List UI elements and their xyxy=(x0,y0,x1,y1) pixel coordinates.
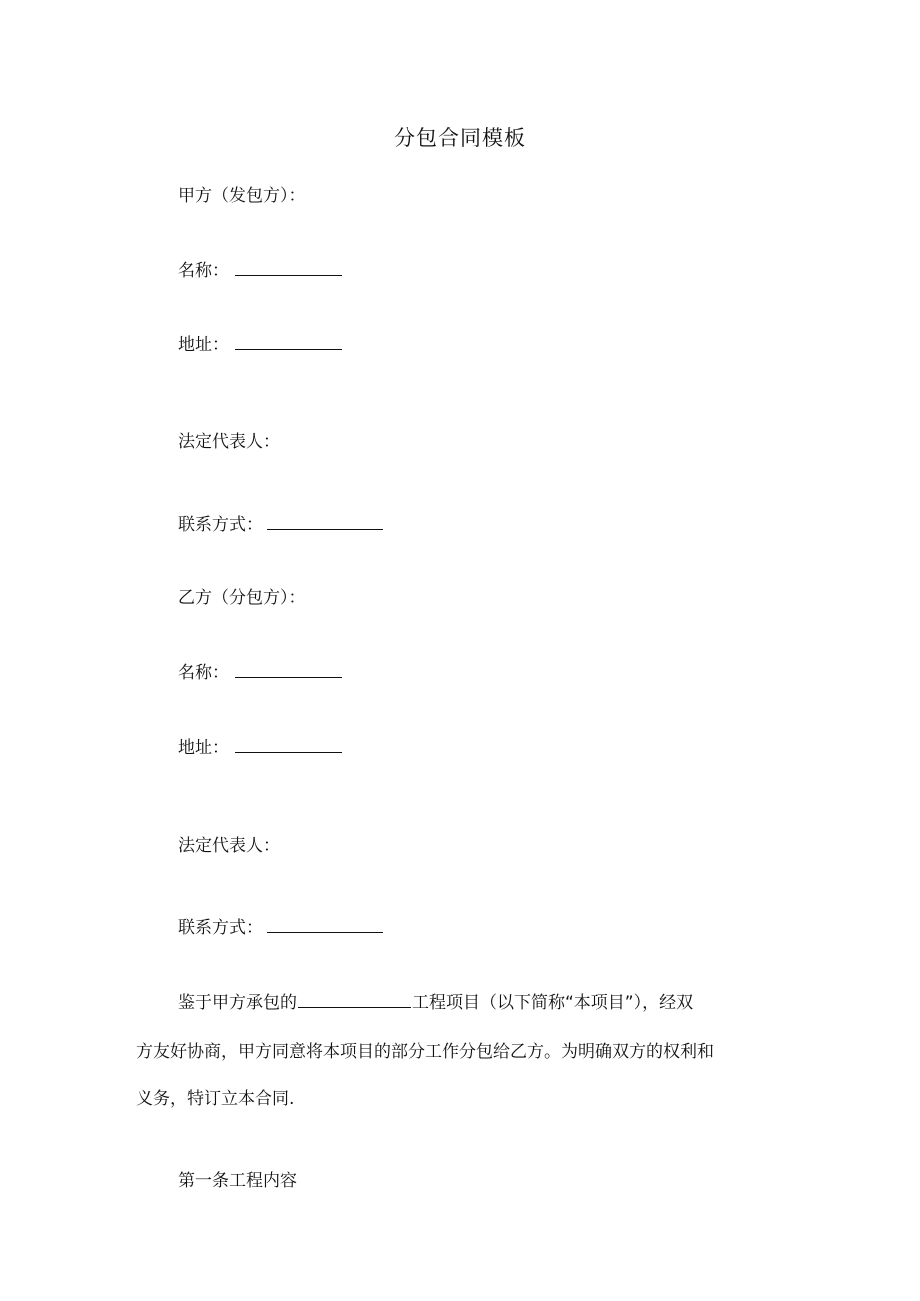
party-b-name-label: 名称： xyxy=(178,663,229,683)
party-a-name-blank xyxy=(235,258,342,276)
party-b-address-line xyxy=(178,735,342,760)
party-b-name-line xyxy=(178,660,342,685)
party-a-heading: 甲方（发包方）： xyxy=(178,186,306,206)
party-a-legal-rep-label: 法定代表人： xyxy=(178,432,280,452)
party-b-contact-line xyxy=(178,915,383,940)
party-b-name-blank xyxy=(235,660,342,678)
party-b-address-blank xyxy=(235,735,342,753)
party-b-contact-label: 联系方式： xyxy=(178,918,263,938)
party-b-legal-rep-label: 法定代表人： xyxy=(178,836,280,856)
party-b-heading: 乙方（分包方）： xyxy=(178,588,306,608)
party-a-address-line xyxy=(178,332,342,357)
party-a-address-label: 地址： xyxy=(178,335,229,355)
preamble-line-3: 义务，特订立本合同. xyxy=(136,1089,295,1109)
party-b-address-label: 地址： xyxy=(178,738,229,758)
project-name-blank xyxy=(298,990,411,1008)
preamble-line-1 xyxy=(136,990,776,1015)
party-a-address-blank xyxy=(235,332,342,350)
party-a-contact-blank xyxy=(267,512,383,530)
article-1-heading: 第一条工程内容 xyxy=(178,1171,297,1191)
party-a-name-line xyxy=(178,258,342,283)
party-a-contact-label: 联系方式： xyxy=(178,515,263,535)
party-a-contact-line xyxy=(178,512,383,537)
preamble-line-2: 方友好协商，甲方同意将本项目的部分工作分包给乙方。为明确双方的权利和 xyxy=(136,1042,714,1062)
preamble-text-after-blank: 工程项目（以下简称“本项目”），经双 xyxy=(412,993,694,1013)
document-title: 分包合同模板 xyxy=(394,126,526,150)
party-a-name-label: 名称： xyxy=(178,261,229,281)
party-b-contact-blank xyxy=(267,915,383,933)
preamble-text-before-blank: 鉴于甲方承包的 xyxy=(178,993,297,1013)
